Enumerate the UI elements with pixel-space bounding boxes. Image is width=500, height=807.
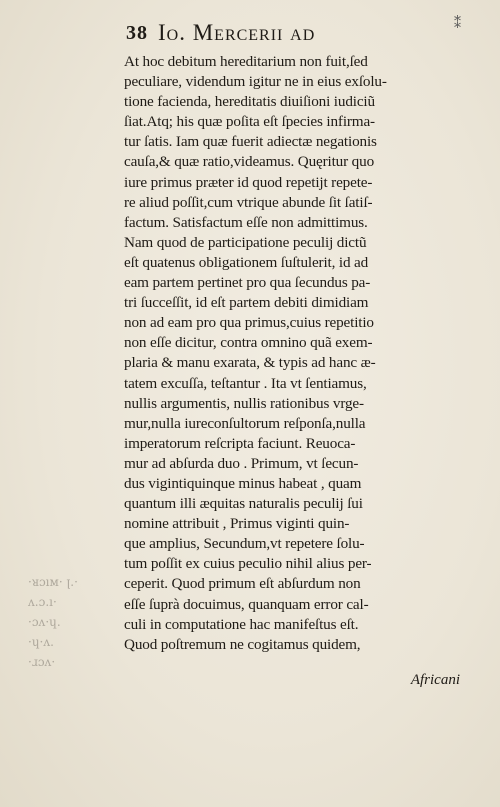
text-line: culi in computatione hac manifeſtus eſt.	[124, 615, 359, 633]
text-line: imperatorum reſcripta faciunt. Reuoca-	[124, 434, 356, 452]
text-line: eam partem pertinet pro qua ſecundus pa-	[124, 274, 371, 292]
text-line: tri ſucceſſit, id eſt partem debiti dimidiam	[124, 294, 369, 312]
text-line: non eſſe dicitur, contra omnino quã exem-	[124, 334, 373, 352]
text-line: quantum illi æquitas naturalis peculij ſui	[124, 495, 363, 513]
page-number: 38	[126, 22, 148, 44]
text-line: plaria & manu exarata, & typis ad hanc æ-	[124, 354, 376, 372]
text-line: tatem excuſſa, teſtantur . Ita vt ſentiamus,	[124, 374, 367, 392]
text-line: peculiare, videndum igitur ne in eius exſolu-	[124, 73, 387, 91]
text-line: eſſe ſuprà docuimus, quanquam error cal-	[124, 595, 369, 613]
running-title: Io. Mercerii ad	[158, 20, 316, 45]
text-line: tione facienda, hereditatis diuiſioni iudiciũ	[124, 93, 375, 111]
bleed-line: ·ɔʌ·ɥ.	[28, 615, 61, 629]
bleed-line: ʌ.ɔ.ı·	[28, 595, 57, 609]
text-line: tur ſatis. Iam quæ fuerit adiectæ negationis	[124, 133, 377, 151]
text-line: iure primus præter id quod repetijt repete-	[124, 173, 373, 191]
text-line: At hoc debitum hereditarium non fuit,ſed	[124, 53, 368, 70]
text-line: ſiat.Atq; his quæ poſita eſt ſpecies infirma-	[124, 113, 375, 131]
text-line: ceperit. Quod primum eſt abſurdum non	[124, 575, 361, 593]
text-line: non ad eam pro qua primus,cuius repetitio	[124, 314, 374, 332]
bleed-through-marks	[28, 572, 128, 672]
text-line: Quod poſtremum ne cogitamus quidem,	[124, 635, 361, 653]
text-line: tum poſſit ex cuius peculio nihil alius per-	[124, 555, 372, 573]
text-line: eſt quatenus obligationem ſuſtulerit, id ad	[124, 253, 369, 271]
bleed-line: ·ᴚɔıᴍ· ꞁ.·	[28, 575, 78, 589]
ornament-mark: ⁑	[454, 17, 462, 32]
text-line: cauſa,& quæ ratio,videamus. Quęritur quo	[124, 153, 375, 171]
page-header	[124, 18, 464, 52]
catchword: Africani	[410, 672, 460, 688]
text-line: dus vigintiquinque minus habeat , quam	[124, 474, 362, 492]
text-line: que amplius, Secundum,vt repetere ſolu-	[124, 535, 365, 553]
text-line: re aliud poſſit,cum vtrique abunde ſit ſatiſ-	[124, 193, 373, 211]
text-line: nullis argumentis, nullis rationibus vrge-	[124, 394, 364, 412]
bleed-line: ·ɥ·ʌ.	[28, 635, 54, 649]
body-text	[124, 52, 464, 655]
text-line: Nam quod de participatione peculij dictũ	[124, 233, 367, 251]
text-line: mur,nulla iureconſultorum reſponſa,nulla	[124, 414, 366, 432]
bleed-line: ·ɹɔʌ·	[28, 655, 56, 669]
text-line: mur ad abſurda duo . Primum, vt ſecun-	[124, 454, 359, 472]
text-line: factum. Satisfactum eſſe non admittimus.	[124, 213, 368, 231]
text-line: nomine attribuit , Primus viginti quin-	[124, 515, 350, 533]
